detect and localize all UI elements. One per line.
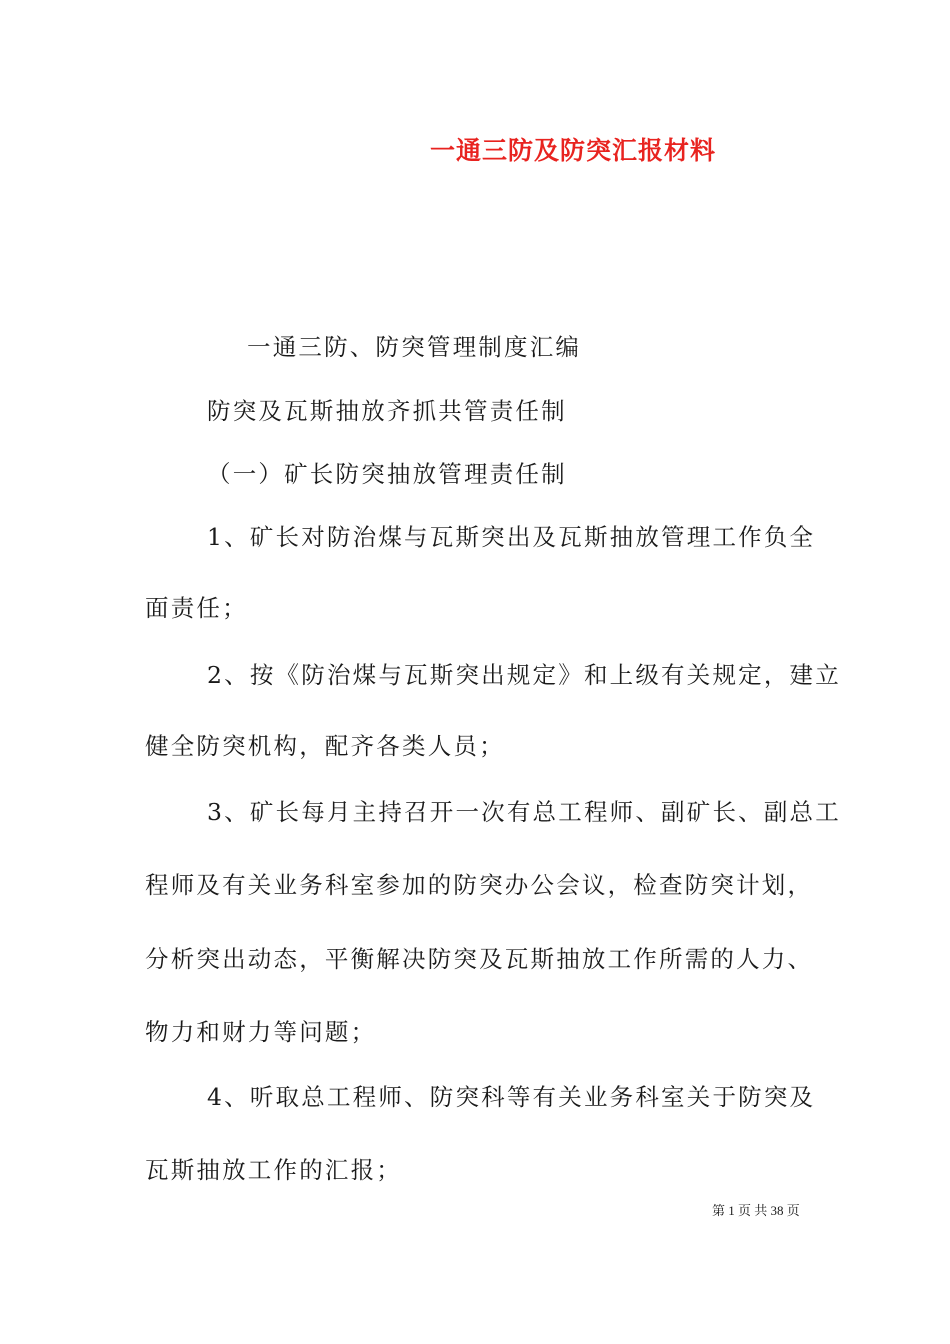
paragraph-line: 瓦斯抽放工作的汇报； <box>145 1156 402 1184</box>
subsection-heading-1: （一）矿长防突抽放管理责任制 <box>207 460 567 488</box>
paragraph-line: 面责任； <box>145 594 248 622</box>
paragraph-line: 健全防突机构，配齐各类人员； <box>145 732 505 760</box>
paragraph-line: 分析突出动态，平衡解决防突及瓦斯抽放工作所需的人力、 <box>145 945 814 973</box>
paragraph-line: 4、听取总工程师、防突科等有关业务科室关于防突及 <box>207 1083 816 1111</box>
paragraph-line: 1、矿长对防治煤与瓦斯突出及瓦斯抽放管理工作负全 <box>207 523 816 551</box>
paragraph-line: 3、矿长每月主持召开一次有总工程师、副矿长、副总工 <box>207 798 841 826</box>
paragraph-line: 2、按《防治煤与瓦斯突出规定》和上级有关规定，建立 <box>207 661 841 689</box>
paragraph-line: 程师及有关业务科室参加的防突办公会议，检查防突计划， <box>145 871 814 899</box>
subsection-heading: 防突及瓦斯抽放齐抓共管责任制 <box>207 397 567 425</box>
document-title: 一通三防及防突汇报材料 <box>430 136 717 165</box>
page-number-footer: 第 1 页 共 38 页 <box>712 1203 800 1218</box>
paragraph-line: 物力和财力等问题； <box>145 1018 377 1046</box>
section-heading: 一通三防、防突管理制度汇编 <box>247 333 582 361</box>
